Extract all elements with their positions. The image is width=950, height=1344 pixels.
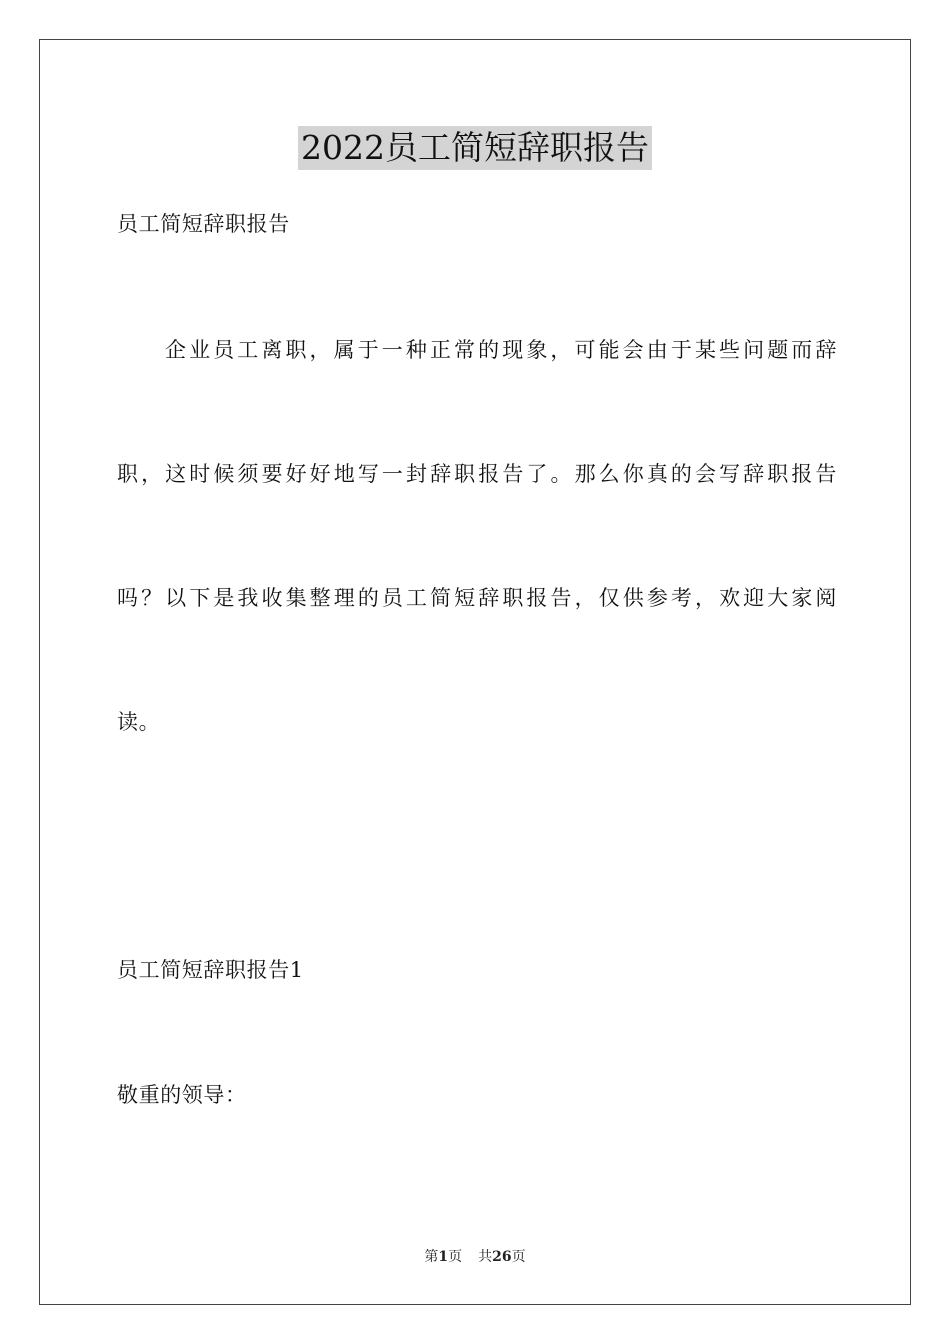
page-current: 1 <box>438 1249 449 1265</box>
page-total: 26 <box>492 1249 512 1265</box>
intro-line-2: 职，这时候须要好好地写一封辞职报告了。那么你真的会写辞职报告 <box>117 462 837 486</box>
section-heading: 员工简短辞职报告1 <box>117 958 304 982</box>
page-prefix: 第 <box>424 1249 439 1265</box>
intro-line-3: 吗？以下是我收集整理的员工简短辞职报告，仅供参考，欢迎大家阅 <box>117 586 837 610</box>
page-suffix: 页 <box>448 1249 463 1265</box>
salutation: 敬重的领导： <box>117 1083 247 1107</box>
document-subtitle: 员工简短辞职报告 <box>117 212 290 236</box>
total-prefix: 共 <box>478 1249 493 1265</box>
intro-line-1: 企业员工离职，属于一种正常的现象，可能会由于某些问题而辞 <box>165 338 837 362</box>
title-wrap <box>0 126 950 170</box>
intro-line-4: 读。 <box>117 710 161 734</box>
document-title: 2022员工简短辞职报告 <box>298 126 652 170</box>
page-footer <box>0 1248 950 1266</box>
total-suffix: 页 <box>511 1249 526 1265</box>
